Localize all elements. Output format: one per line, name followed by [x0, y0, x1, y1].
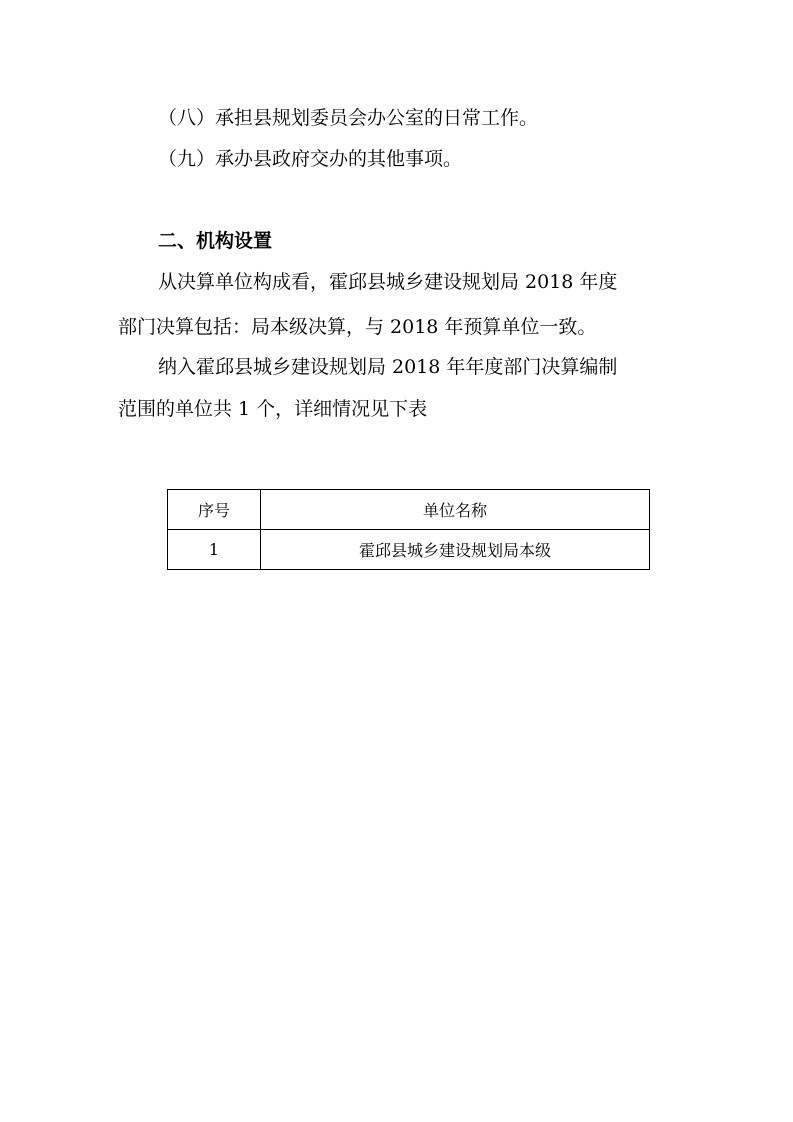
header-unit-name: 单位名称 [261, 490, 650, 530]
table-row [168, 530, 650, 570]
paragraph-2-line-2: 范围的单位共 1 个，详细情况见下表 [118, 398, 428, 420]
section-heading: 二、机构设置 [158, 230, 273, 252]
unit-table [167, 489, 650, 570]
paragraph-2-line-1: 纳入霍邱县城乡建设规划局 2018 年年度部门决算编制 [158, 356, 618, 378]
header-serial-number: 序号 [168, 490, 261, 530]
cell-serial-number: 1 [168, 530, 261, 570]
list-item-9: （九）承办县政府交办的其他事项。 [158, 148, 463, 170]
table-header-row [168, 490, 650, 530]
list-item-8: （八）承担县规划委员会办公室的日常工作。 [158, 107, 539, 129]
cell-unit-name: 霍邱县城乡建设规划局本级 [261, 530, 650, 570]
paragraph-1-line-1: 从决算单位构成看，霍邱县城乡建设规划局 2018 年度 [158, 271, 618, 293]
paragraph-1-line-2: 部门决算包括：局本级决算，与 2018 年预算单位一致。 [118, 316, 597, 338]
